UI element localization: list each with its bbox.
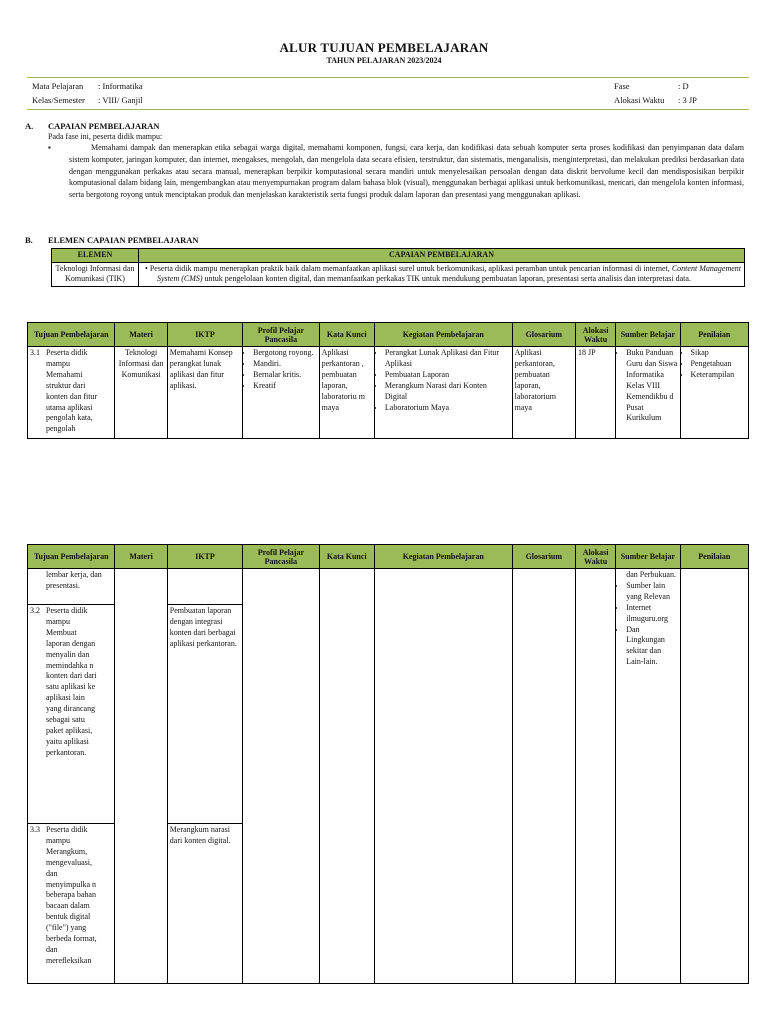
section-a-letter: A. [25,121,34,131]
meta-right [614,79,697,107]
page-title: ALUR TUJUAN PEMBELAJARAN [279,40,489,55]
meta-left [32,79,143,107]
fase-value: : D [678,81,689,91]
kata-kunci-cell: Aplikasi perkantoran , pembuatan laporan, laboratoriu m maya [319,347,374,439]
profil-item: • Kreatif [253,381,316,392]
header-materi: Materi [115,545,167,569]
penilaian-cell [680,347,748,439]
sumber-cont: dan Perbukuan. [626,570,676,579]
mapel-label: Mata Pelajaran [32,81,84,91]
elemen-table [51,248,745,287]
header-alokasi: Alokasi Waktu [575,323,615,347]
header-sumber: Sumber Belajar [616,545,680,569]
section-b-title: ELEMEN CAPAIAN PEMBELAJARAN [48,235,199,245]
penilaian-item: • Pengetahuan [691,359,746,370]
profil-item: • Mandiri. [253,359,316,370]
section-a-body: Memahami dampak dan menerapkan etika sebagai warga digital, memahami komponen, fungsi, cara kerja, dan kodifikasi data sebuah komputer serta proses kodifikasi dan penyimpanan data dalam sistem komputer, jaringan komputer, dan internet, mengakses, mengolah, dan mengelola data secara efisien, terstruktur, dan sistematis, menganalisis, menginterpretasi, dan melakukan prediksi berdasarkan data dengan menggunakan perkakas atau secara manual, menerapkan berpikir komputasional secara mandiri untuk menyelesaikan persoalan dengan data diskrit bervolume kecil dan mendisposisikan berpikir komputasional dalam bidang lain, mengembangkan atau menyempurnakan program dalam bahasa blok (visual), menggunakan berbagai aplikasi untuk berkomunikasi, mencari, dan mengelola konten informasi, serta bergotong royong untuk menciptakan produk dan menjelaskan karakteristik serta fungsi produk dalam laporan dan presentasi yang menggunakan aplikasi. [69,143,744,200]
alokasi-cell: 18 JP [575,347,615,439]
section-b-letter: B. [25,235,33,245]
kegiatan-item: • Merangkum Narasi dari Konten Digital [385,381,510,403]
penilaian-cell [680,569,748,984]
kelas-value: : VIII/ Ganjil [98,95,143,105]
profil-cell [243,569,319,984]
top-rule [27,77,749,78]
col-elemen: ELEMEN [52,249,139,263]
materi-cell [115,569,167,984]
section-a-title: CAPAIAN PEMBELAJARAN [48,121,160,131]
kegiatan-item: • Perangkat Lunak Aplikasi dan Fitur Aplikasi [385,348,510,370]
sumber-cell [616,347,680,439]
profil-item: • Bergotong royong. [253,348,316,359]
iktp-cell-3-2: Pembuatan laporan dengan integrasi konten dari berbagai aplikasi perkantoran. [167,605,242,824]
header-kegiatan: Kegiatan Pembelajaran [374,545,512,569]
sumber-item: • Sumber lain yang Relevan [626,581,677,603]
page-subtitle: TAHUN PELAJARAN 2023/2024 [326,56,442,65]
alokasi-value: : 3 JP [678,95,697,105]
alokasi-cell [575,569,615,984]
header-glosarium: Glosarium [512,323,575,347]
mapel-value: : Informatika [98,81,143,91]
header-alokasi: Alokasi Waktu [575,545,615,569]
sumber-item: • Internet ilmuguru.org [626,603,677,625]
kata-kunci-cell [319,569,374,984]
sumber-item: • Buku Panduan Guru dan Siswa Informatika Kelas VIII Kemendikbu d Pusat Kurikulum [626,348,677,424]
header-kegiatan: Kegiatan Pembelajaran [374,323,512,347]
kegiatan-cell [374,569,512,984]
atp-table-2 [27,544,749,984]
header-glosarium: Glosarium [512,545,575,569]
bullet-icon: ▪ [48,143,51,152]
header-profil: Profil Pelajar Pancasila [243,323,319,347]
glosarium-cell [512,569,575,984]
section-a-intro: Pada fase ini, peserta didik mampu: [48,132,163,141]
atp-table-1 [27,322,749,439]
header-kata-kunci: Kata Kunci [319,323,374,347]
materi-cell: Teknologi Informasi dan Komunikasi [115,347,167,439]
iktp-cell: Memahami Konsep perangkat lunak aplikasi dan fitur aplikasi. [167,347,242,439]
profil-cell [243,347,319,439]
profil-item: • Bernalar kritis. [253,370,316,381]
iktp-cell [167,569,242,605]
header-tujuan: Tujuan Pembelajaran [28,323,115,347]
sumber-cell [616,569,680,984]
header-penilaian: Penilaian [680,545,748,569]
header-penilaian: Penilaian [680,323,748,347]
iktp-cell-3-3: Merangkum narasi dari konten digital. [167,824,242,984]
header-profil: Profil Pelajar Pancasila [243,545,319,569]
glosarium-cell: Aplikasi perkantoran, pembuatan laporan, laboratorium maya [512,347,575,439]
elemen-cell: Teknologi Informasi dan Komunikasi (TIK) [52,262,139,286]
penilaian-item: • Keterampilan [691,370,746,381]
kegiatan-cell [374,347,512,439]
col-capaian: CAPAIAN PEMBELAJARAN [139,249,745,263]
header-iktp: IKTP [167,545,242,569]
penilaian-item: • Sikap [691,348,746,359]
header-iktp: IKTP [167,323,242,347]
kelas-label: Kelas/Semester [32,95,85,105]
sumber-item: • Dan Lingkungan sekitar dan Lain-lain. [626,625,677,669]
tujuan-cell: 3.1 Peserta didik mampu Memahami struktur dari konten dan fitur utama aplikasi pengolah kata, pengolah [28,347,115,439]
tujuan-cell-3-3: 3.3 Peserta didik mampu Merangkum, mengevaluasi, dan menyimpulka n beberapa bahan bacaan dalam bentuk digital ("file") yang berbeda format, dan merefleksikan [28,824,115,984]
header-kata-kunci: Kata Kunci [319,545,374,569]
fase-label: Fase [614,81,630,91]
header-sumber: Sumber Belajar [616,323,680,347]
kegiatan-item: • Pembuatan Laporan [385,370,510,381]
meta-rule [27,109,749,110]
capaian-cell: • Peserta didik mampu menerapkan praktik baik dalam memanfaatkan aplikasi surel untuk berkomunikasi, aplikasi peramban untuk pencarian informasi di internet, Content Management System (CMS) untuk pengelolaan konten digital, dan memanfaatkan perkakas TIK untuk mendukung pembuatan laporan, presentasi serta analisis dan interpretasi data. [139,262,745,286]
header-tujuan: Tujuan Pembelajaran [28,545,115,569]
tujuan-cell-cont: lembar kerja, dan presentasi. [28,569,115,605]
alokasi-label: Alokasi Waktu [614,95,665,105]
kegiatan-item: • Laboratorium Maya [385,403,510,414]
header-materi: Materi [115,323,167,347]
tujuan-cell-3-2: 3.2 Peserta didik mampu Membuat laporan dengan menyalin dan memindahka n konten dari dari satu aplikasi ke aplikasi lain yang dirancang sebagai satu paket aplikasi, yaitu aplikasi perkantoran. [28,605,115,824]
